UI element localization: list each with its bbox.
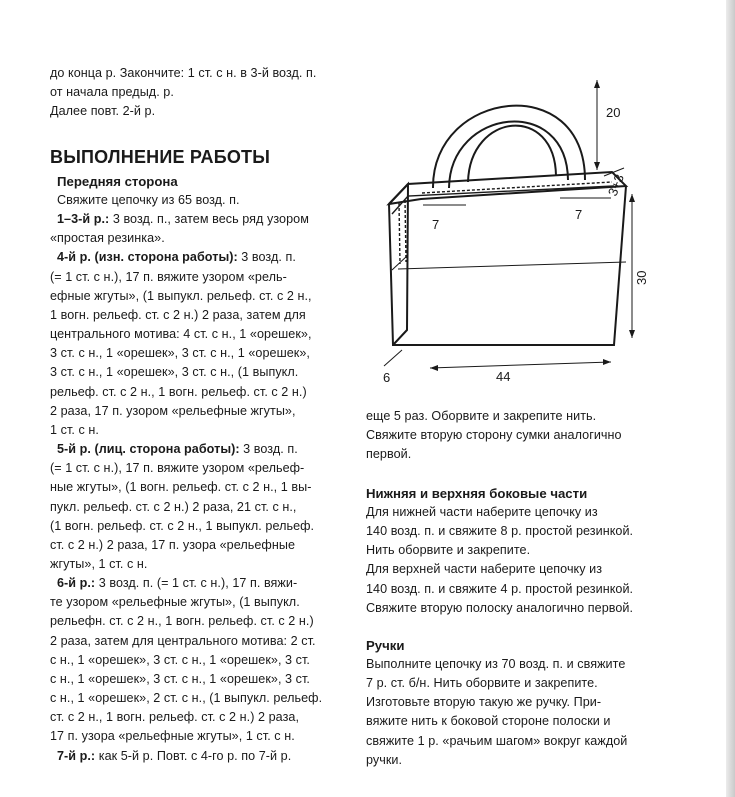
row-label: 7-й р.: bbox=[57, 748, 96, 763]
row-text: 3 возд. п. bbox=[239, 442, 298, 457]
row-text: 3 возд. п. (= 1 ст. с н.), 17 п. вяжи- bbox=[95, 576, 298, 591]
text-line: ефные жгуты», (1 выпукл. рельеф. ст. с 2 н., bbox=[50, 288, 312, 303]
text-line: 140 возд. п. и свяжите 8 р. простой резинкой. bbox=[366, 524, 634, 539]
row-text: как 5-й р. Повт. с 4-го р. по 7-й р. bbox=[95, 748, 292, 763]
arrowhead bbox=[594, 80, 600, 88]
text-line: ст. с 2 н.) 2 раза, 17 п. узора «рельефные bbox=[50, 537, 296, 552]
section-heading: ВЫПОЛНЕНИЕ РАБОТЫ bbox=[50, 147, 271, 167]
text-line: Нить оборвите и закрепите. bbox=[366, 543, 531, 558]
dim-inset-right: 7 bbox=[575, 207, 583, 222]
text-line: Для нижней части наберите цепочку из bbox=[366, 505, 598, 519]
text-line: (= 1 ст. с н.), 17 п. вяжите узором «рельеф- bbox=[50, 461, 305, 476]
arrowhead bbox=[603, 359, 611, 365]
bag-bottom-edge bbox=[393, 330, 407, 345]
text-line: 2 раза, затем для центрального мотива: 2 ст. bbox=[50, 633, 316, 648]
text-line: (= 1 ст. с н.), 17 п. вяжите узором «рель- bbox=[50, 269, 287, 284]
text-line: от начала предыд. р. bbox=[50, 85, 174, 100]
text-line: Для верхней части наберите цепочку из bbox=[366, 562, 603, 577]
text-line: 3 ст. с н., 1 «орешек», 3 ст. с н., (1 выпукл. bbox=[50, 365, 299, 380]
dim-width-line bbox=[430, 362, 611, 368]
text-line: первой. bbox=[366, 447, 412, 462]
text-line: 17 п. узора «рельефные жгуты», 1 ст. с н. bbox=[50, 729, 295, 744]
dim-height: 30 bbox=[634, 270, 649, 285]
text-line: 1 ст. с н. bbox=[50, 422, 99, 437]
handle-back-outer bbox=[468, 126, 556, 182]
text-line: «простая резинка». bbox=[50, 231, 165, 246]
cast-on-line: Свяжите цепочку из 65 возд. п. bbox=[57, 193, 240, 207]
text-line: Свяжите вторую полоску аналогично первой. bbox=[366, 600, 634, 615]
dim-inset-left: 7 bbox=[432, 217, 440, 232]
text-line: Свяжите вторую сторону сумки аналогично bbox=[366, 428, 622, 443]
text-line: жгуты», 1 ст. с н. bbox=[50, 556, 148, 571]
text-line: рельеф. ст. с 2 н., 1 вогн. рельеф. ст. с 2 н.) bbox=[50, 384, 307, 399]
sides-section bbox=[366, 484, 633, 618]
front-side-block bbox=[50, 172, 322, 766]
row-5-line bbox=[50, 440, 322, 459]
text-line: ст. с 2 н., 1 вогн. рельеф. ст. с 2 н.) 2 раза, bbox=[50, 710, 299, 725]
text-line: Выполните цепочку из 70 возд. п. и свяжите bbox=[366, 657, 626, 671]
text-line: с н., 1 «орешек», 3 ст. с н., 1 «орешек», 3 ст. bbox=[50, 652, 310, 667]
arrowhead bbox=[430, 365, 438, 371]
row-label: 6-й р.: bbox=[57, 576, 96, 591]
handles-heading: Ручки bbox=[366, 638, 405, 653]
text-line: те узором «рельефные жгуты», (1 выпукл. bbox=[50, 595, 300, 610]
dim-depth: 6 bbox=[383, 370, 391, 385]
rows-1-3-line bbox=[50, 210, 322, 229]
text-line: 3 ст. с н., 1 «орешек», 3 ст. с н., 1 «орешек», bbox=[50, 346, 310, 361]
text-line: свяжите 1 р. «рачьим шагом» вокруг каждой bbox=[366, 733, 628, 748]
row-label: 5-й р. (лиц. сторона работы): bbox=[57, 442, 240, 457]
row-6-line bbox=[50, 574, 322, 593]
arrowhead bbox=[629, 330, 635, 338]
intro-text bbox=[50, 64, 316, 121]
text-line: пукл. рельеф. ст. с 2 н.) 2 раза, 21 ст. с н., bbox=[50, 499, 297, 514]
text-line: (1 вогн. рельеф. ст. с 2 н., 1 выпукл. рельеф. bbox=[50, 518, 315, 533]
row-7-line bbox=[50, 747, 322, 766]
text-line: центрального мотива: 4 ст. с н., 1 «орешек», bbox=[50, 327, 312, 342]
text-line: с н., 1 «орешек», 2 ст. с н., (1 выпукл. рельеф. bbox=[50, 691, 323, 706]
text-line: вяжите нить к боковой стороне полоски и bbox=[366, 714, 611, 729]
page-edge bbox=[726, 0, 735, 797]
handles-section bbox=[366, 636, 627, 770]
arrowhead bbox=[594, 162, 600, 170]
text-line: 2 раза, 17 п. узором «рельефные жгуты», bbox=[50, 403, 296, 418]
text-line: 7 р. ст. б/н. Нить оборвите и закрепите. bbox=[366, 676, 598, 691]
text-line: Изготовьте вторую такую же ручку. При- bbox=[366, 695, 602, 710]
dim-strap-width: 3+3 bbox=[604, 172, 628, 199]
row-4-line bbox=[50, 248, 322, 267]
front-band-line bbox=[398, 262, 626, 269]
front-side-subheading: Передняя сторона bbox=[57, 174, 178, 189]
text-line: с н., 1 «орешек», 3 ст. с н., 1 «орешек», 3 ст. bbox=[50, 671, 310, 686]
dim-handle-height: 20 bbox=[606, 105, 621, 120]
text-line: до конца р. Закончите: 1 ст. с н. в 3-й возд. п. bbox=[50, 66, 317, 80]
text-line: рельефн. ст. с 2 н., 1 вогн. рельеф. ст. с 2 н.) bbox=[50, 614, 314, 629]
dim-depth-line bbox=[384, 350, 402, 366]
continuation-text bbox=[366, 407, 622, 464]
bag-diagram bbox=[366, 80, 666, 390]
row-text: 3 возд. п. bbox=[237, 250, 296, 265]
text-line: еще 5 раз. Оборвите и закрепите нить. bbox=[366, 409, 597, 423]
sides-heading: Нижняя и верхняя боковые части bbox=[366, 486, 588, 501]
text-line: ручки. bbox=[366, 752, 403, 767]
row-label: 1–3-й р.: bbox=[57, 212, 110, 227]
text-line: 140 возд. п. и свяжите 4 р. простой резинкой. bbox=[366, 581, 634, 596]
dim-width: 44 bbox=[496, 369, 511, 384]
stitch-left-column bbox=[399, 200, 406, 264]
row-text: 3 возд. п., затем весь ряд узором bbox=[109, 212, 309, 227]
text-line: ные жгуты», (1 вогн. рельеф. ст. с 2 н., 1 вы- bbox=[50, 480, 312, 495]
text-line: Далее повт. 2-й р. bbox=[50, 104, 156, 119]
row-label: 4-й р. (изн. сторона работы): bbox=[57, 250, 238, 265]
text-line: 1 вогн. рельеф. ст. с 2 н.) 2 раза, затем для bbox=[50, 307, 306, 322]
arrowhead bbox=[629, 194, 635, 202]
